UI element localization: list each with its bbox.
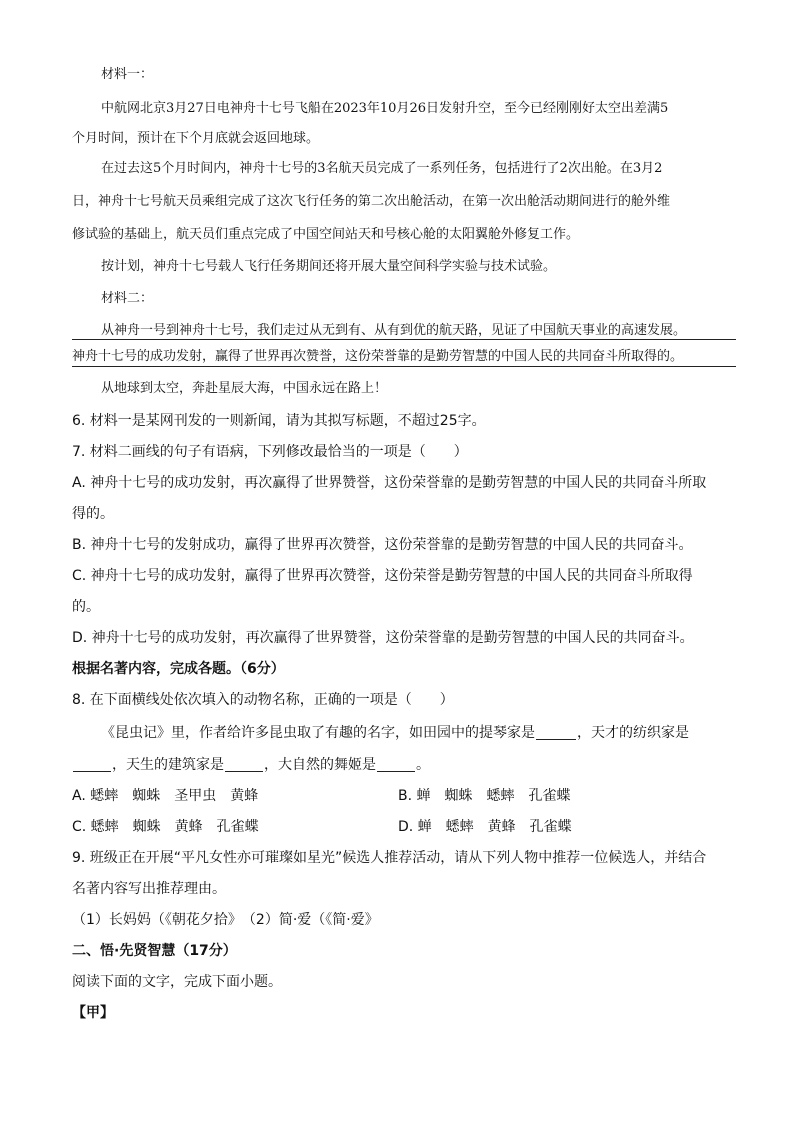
question-9-stem: 名著内容写出推荐理由。 (72, 881, 226, 897)
material-one-heading: 材料一： (101, 67, 154, 82)
material-one-line: 在过去这5个月时间内，神舟十七号的3名航天员完成了一系列任务，包括进行了2次出舱。在3月2 (101, 161, 663, 176)
section-heading-two: 二、悟·先贤智慧（17分） (72, 943, 237, 959)
question-8-text: 《昆虫记》里，作者给许多昆虫取了有趣的名字，如田园中的提琴家是 ，天才的纺织家是 (101, 725, 689, 741)
material-one-line: 按计划，神舟十七号载人飞行任务期间还将开展大量空间科学实验与技术试验。 (101, 259, 557, 274)
option-b: B. 神舟十七号的发射成功，赢得了世界再次赞誉，这份荣誉靠的是勤劳智慧的中国人民的共同奋斗。 (72, 537, 693, 553)
option-c: 的。 (72, 599, 100, 615)
material-two-heading: 材料二： (101, 291, 154, 306)
fill-blank (377, 770, 415, 772)
option-c: C. 神舟十七号的成功发射，赢得了世界再次赞誉，这份荣誉是勤劳智慧的中国人民的共同奋斗所取得 (72, 568, 693, 584)
option-a: A. 神舟十七号的成功发射，再次赢得了世界赞誉，这份荣誉靠的是勤劳智慧的中国人民的共同奋斗所取 (72, 475, 707, 491)
material-one-line: 修试验的基础上，航天员们重点完成了中国空间站天和号核心舱的太阳翼舱外修复工作。 (72, 227, 580, 242)
option-b: B. 蝉 蜘蛛 蟋蟀 孔雀蝶 (398, 788, 571, 804)
material-two-line: 从地球到太空，奔赴星辰大海，中国永远在路上！ (101, 381, 388, 396)
question-7-stem: 7. 材料二画线的句子有语病，下列修改最恰当的一项是（ ） (72, 444, 468, 460)
question-9-stem: 9. 班级正在开展“平凡女性亦可璀璨如星光”候选人推荐活动，请从下列人物中推荐一位候选人，并结合 (72, 850, 707, 866)
option-c: C. 蟋蟀 蜘蛛 黄蜂 孔雀蝶 (72, 819, 259, 835)
fill-blank (536, 738, 576, 740)
reading-instruction: 阅读下面的文字，完成下面小题。 (72, 974, 282, 990)
question-6: 6. 材料一是某网刊发的一则新闻，请为其拟写标题，不超过25字。 (72, 413, 486, 429)
question-9-options: （1）长妈妈（《朝花夕拾》 （2）简·爱（《简·爱》 (72, 912, 379, 928)
material-one-line: 日，神舟十七号航天员乘组完成了这次飞行任务的第二次出舱活动，在第一次出舱活动期间进行的舱外维 (72, 194, 671, 209)
underlined-sentence: 神舟十七号的成功发射，赢得了世界再次赞誉，这份荣誉靠的是勤劳智慧的中国人民的共同奋斗所取得的。 (72, 349, 684, 364)
option-d: D. 神舟十七号的成功发射，再次赢得了世界赞誉，这份荣誉靠的是勤劳智慧的中国人民的共同奋斗。 (72, 630, 694, 646)
material-two-line: 从神舟一号到神舟十七号，我们走过从无到有、从有到优的航天路，见证了中国航天事业的高速发展。 (101, 323, 687, 338)
material-one-line: 个月时间，预计在下个月底就会返回地球。 (72, 131, 320, 146)
material-one-line: 中航网北京3月27日电神舟十七号飞船在2023年10月26日发射升空，至今已经刚刚好太空出差满5 (101, 101, 669, 116)
option-a: A. 蟋蟀 蜘蛛 圣甲虫 黄蜂 (72, 788, 259, 804)
fill-blank (73, 770, 111, 772)
passage-label-jia: 【甲】 (72, 1005, 114, 1021)
underline (72, 366, 736, 367)
question-8-text: ，天生的建筑家是 ，大自然的舞姬是 。 (72, 758, 430, 772)
fill-blank (225, 770, 263, 772)
divider-line (72, 339, 736, 340)
question-8-stem: 8. 在下面横线处依次填入的动物名称，正确的一项是（ ） (72, 692, 454, 708)
option-a: 得的。 (72, 506, 114, 522)
option-d: D. 蝉 蟋蟀 黄蜂 孔雀蝶 (398, 819, 572, 835)
section-heading-classics: 根据名著内容，完成各题。（6分） (72, 661, 285, 677)
